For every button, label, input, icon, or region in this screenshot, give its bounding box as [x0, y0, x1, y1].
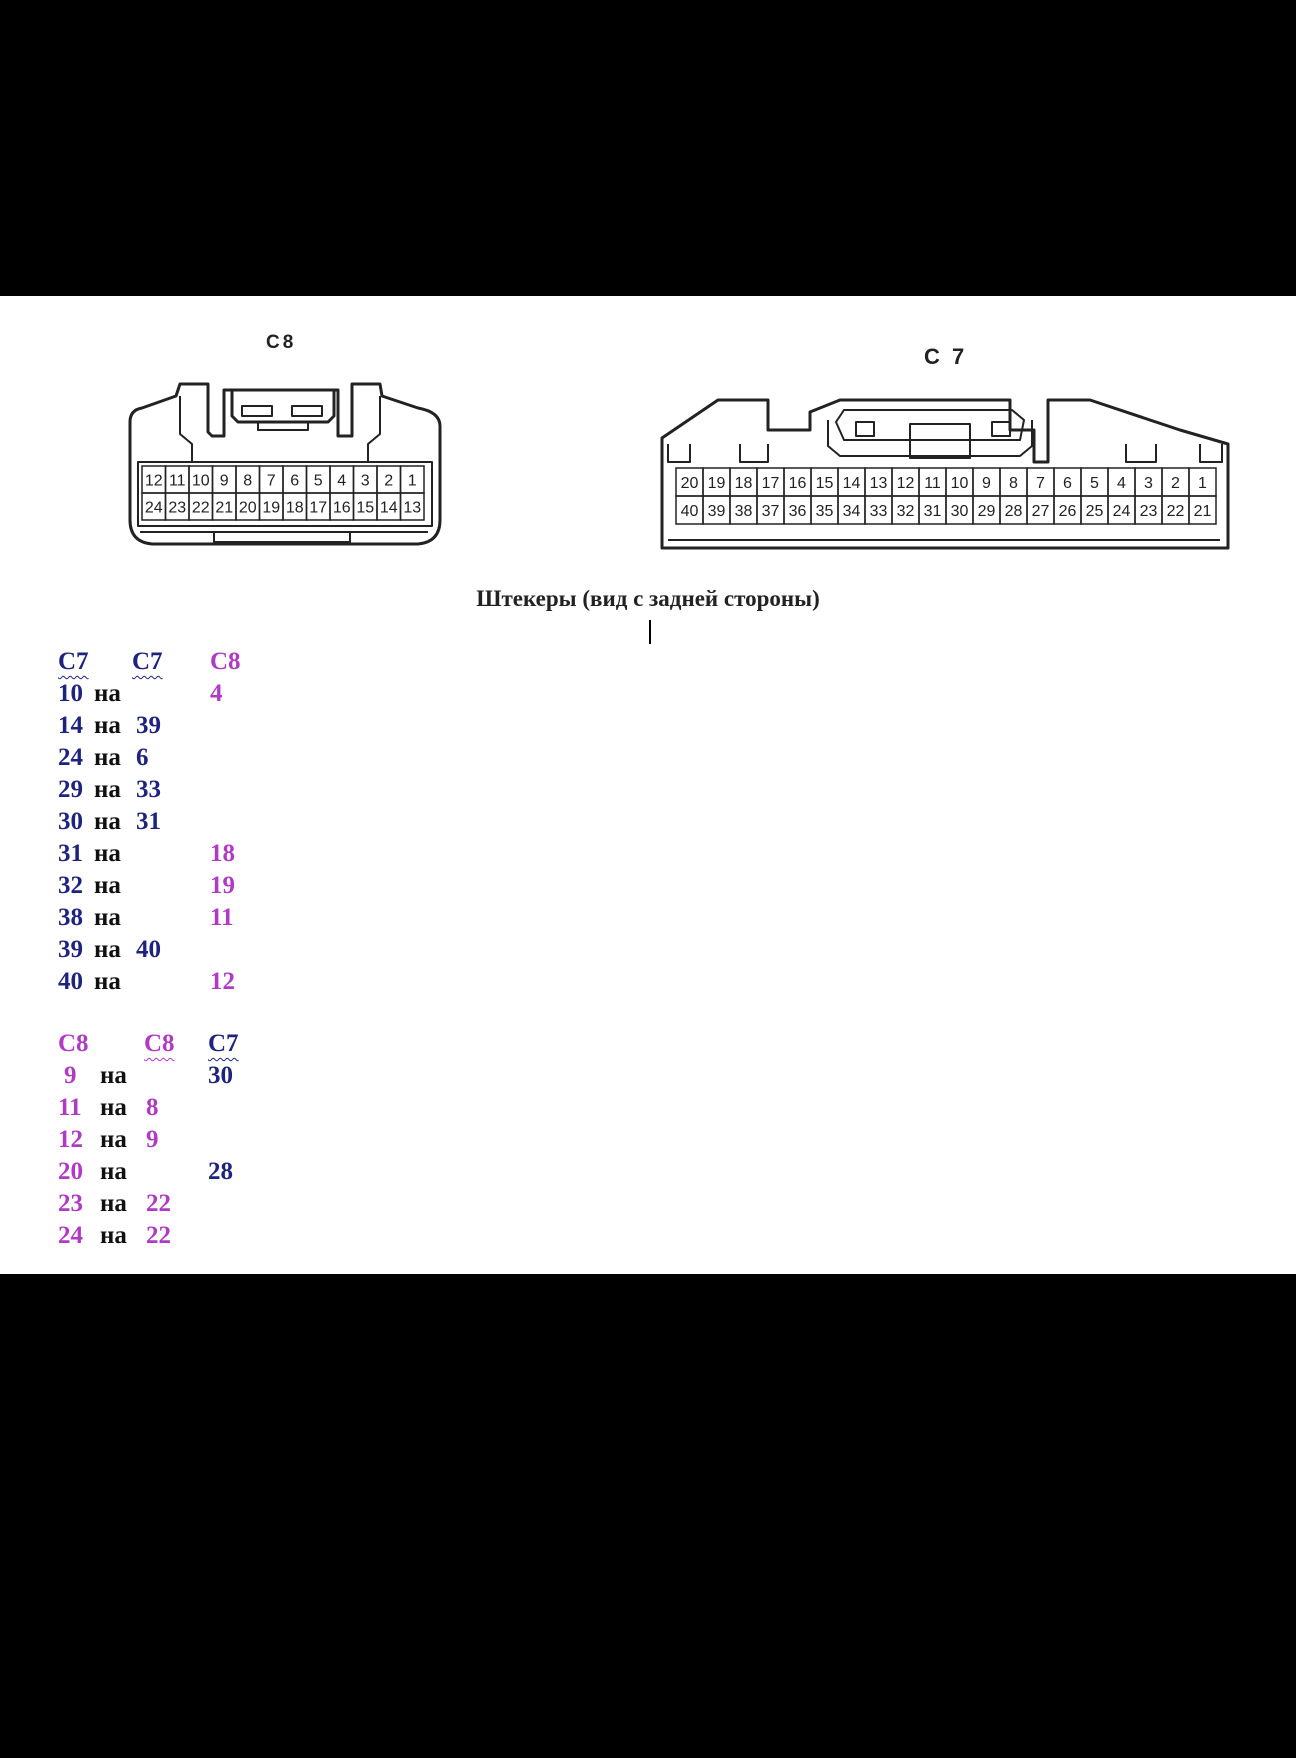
to-pin-1: 22 — [146, 1190, 171, 1217]
pin-number: 6 — [1063, 475, 1072, 492]
connector-word: на — [94, 840, 121, 867]
header-col-2: C8 — [144, 1030, 175, 1057]
to-pin-2: 4 — [210, 680, 223, 707]
from-pin: 30 — [58, 808, 83, 835]
connector-word: на — [94, 776, 121, 803]
pin-number: 16 — [332, 499, 351, 517]
pin-number: 22 — [1166, 503, 1185, 520]
pin-number: 33 — [869, 503, 888, 520]
to-pin-2: 28 — [208, 1158, 233, 1185]
from-pin: 39 — [58, 936, 83, 963]
from-pin: 29 — [58, 776, 83, 803]
pin-number: 15 — [815, 475, 834, 492]
connector-word: на — [100, 1126, 127, 1153]
to-pin-1: 40 — [136, 936, 161, 963]
diagram-caption: Штекеры (вид с задней стороны) — [476, 586, 820, 611]
from-pin: 40 — [58, 968, 83, 995]
connector-word: на — [94, 968, 121, 995]
pin-number: 18 — [285, 499, 304, 517]
to-pin-1: 31 — [136, 808, 161, 835]
to-pin-2: 18 — [210, 840, 235, 867]
pin-number: 21 — [1193, 503, 1212, 520]
pin-number: 18 — [734, 475, 753, 492]
pin-number: 19 — [262, 499, 281, 517]
pin-number: 17 — [761, 475, 780, 492]
pin-number: 23 — [168, 499, 187, 517]
diagram-sheet — [0, 296, 1296, 1274]
to-pin-1: 39 — [136, 712, 161, 739]
connector-word: на — [100, 1190, 127, 1217]
pin-number: 9 — [219, 472, 229, 490]
pin-number: 1 — [1198, 475, 1207, 492]
connector-word: на — [94, 872, 121, 899]
pin-number: 22 — [191, 499, 210, 517]
pin-number: 2 — [384, 472, 394, 490]
pin-number: 3 — [360, 472, 370, 490]
from-pin: 38 — [58, 904, 83, 931]
connector-word: на — [100, 1222, 127, 1249]
pin-number: 13 — [403, 499, 422, 517]
pin-number: 28 — [1004, 503, 1023, 520]
pin-number: 11 — [168, 472, 186, 490]
pin-number: 7 — [266, 472, 276, 490]
connector-c8-diagram — [128, 382, 448, 552]
from-pin: 24 — [58, 1222, 83, 1249]
pin-number: 20 — [680, 475, 699, 492]
pin-number: 13 — [869, 475, 888, 492]
pin-number: 5 — [1090, 475, 1099, 492]
header-col-3: C7 — [208, 1030, 239, 1057]
pin-number: 4 — [1117, 475, 1126, 492]
connector-word: на — [100, 1094, 127, 1121]
pin-number: 32 — [896, 503, 915, 520]
pin-number: 2 — [1171, 475, 1180, 492]
to-pin-1: 22 — [146, 1222, 171, 1249]
pin-number: 17 — [309, 499, 328, 517]
from-pin: 11 — [58, 1094, 82, 1121]
to-pin-1: 8 — [146, 1094, 159, 1121]
header-col-1: C7 — [58, 648, 89, 675]
pin-number: 23 — [1139, 503, 1158, 520]
pin-number: 12 — [144, 472, 163, 490]
pin-number: 25 — [1085, 503, 1104, 520]
from-pin: 24 — [58, 744, 83, 771]
pin-number: 40 — [680, 503, 699, 520]
connector-word: на — [100, 1158, 127, 1185]
pin-number: 4 — [337, 472, 347, 490]
pin-number: 31 — [923, 503, 942, 520]
to-pin-2: 19 — [210, 872, 235, 899]
pin-number: 39 — [707, 503, 726, 520]
pin-number: 30 — [950, 503, 969, 520]
connector-word: на — [100, 1062, 127, 1089]
pin-number: 5 — [313, 472, 323, 490]
connector-c7-diagram — [660, 400, 1240, 560]
pin-number: 8 — [243, 472, 253, 490]
pin-number: 3 — [1144, 475, 1153, 492]
pin-number: 12 — [896, 475, 915, 492]
connector-word: на — [94, 744, 121, 771]
to-pin-1: 9 — [146, 1126, 159, 1153]
pin-number: 24 — [144, 499, 163, 517]
header-col-2: C7 — [132, 648, 163, 675]
connector-word: на — [94, 680, 121, 707]
pin-number: 11 — [924, 475, 941, 492]
pin-number: 27 — [1031, 503, 1050, 520]
to-pin-2: 11 — [210, 904, 234, 931]
connector-word: на — [94, 904, 121, 931]
pin-number: 34 — [842, 503, 861, 520]
from-pin: 32 — [58, 872, 83, 899]
from-pin: 12 — [58, 1126, 83, 1153]
pin-number: 21 — [215, 499, 234, 517]
pin-number: 14 — [379, 499, 398, 517]
pin-number: 15 — [356, 499, 375, 517]
pin-number: 7 — [1036, 475, 1045, 492]
pin-number: 9 — [982, 475, 991, 492]
connector-word: на — [94, 936, 121, 963]
from-pin: 9 — [64, 1062, 77, 1089]
pin-number: 20 — [238, 499, 257, 517]
header-col-1: C8 — [58, 1030, 89, 1057]
pin-number: 8 — [1009, 475, 1018, 492]
pin-number: 36 — [788, 503, 807, 520]
pin-number: 35 — [815, 503, 834, 520]
from-pin: 10 — [58, 680, 83, 707]
connector-c8-pins — [142, 466, 424, 520]
pin-number: 6 — [290, 472, 300, 490]
pin-number: 14 — [842, 475, 861, 492]
pin-number: 29 — [977, 503, 996, 520]
pin-number: 16 — [788, 475, 807, 492]
pin-number: 10 — [191, 472, 210, 490]
pin-number: 10 — [950, 475, 969, 492]
pin-number: 37 — [761, 503, 780, 520]
pin-number: 1 — [407, 472, 417, 490]
header-col-3: C8 — [210, 648, 241, 675]
pin-number: 26 — [1058, 503, 1077, 520]
to-pin-2: 12 — [210, 968, 235, 995]
to-pin-2: 30 — [208, 1062, 233, 1089]
from-pin: 31 — [58, 840, 83, 867]
to-pin-1: 6 — [136, 744, 149, 771]
connector-word: на — [94, 808, 121, 835]
from-pin: 20 — [58, 1158, 83, 1185]
connector-c7-label: C 7 — [924, 344, 968, 369]
connector-c7-pins — [676, 468, 1216, 524]
pin-number: 24 — [1112, 503, 1131, 520]
from-pin: 23 — [58, 1190, 83, 1217]
pin-number: 38 — [734, 503, 753, 520]
pin-number: 19 — [707, 475, 726, 492]
connector-word: на — [94, 712, 121, 739]
to-pin-1: 33 — [136, 776, 161, 803]
text-cursor — [649, 620, 651, 644]
from-pin: 14 — [58, 712, 83, 739]
connector-c8-label: C8 — [266, 332, 297, 353]
